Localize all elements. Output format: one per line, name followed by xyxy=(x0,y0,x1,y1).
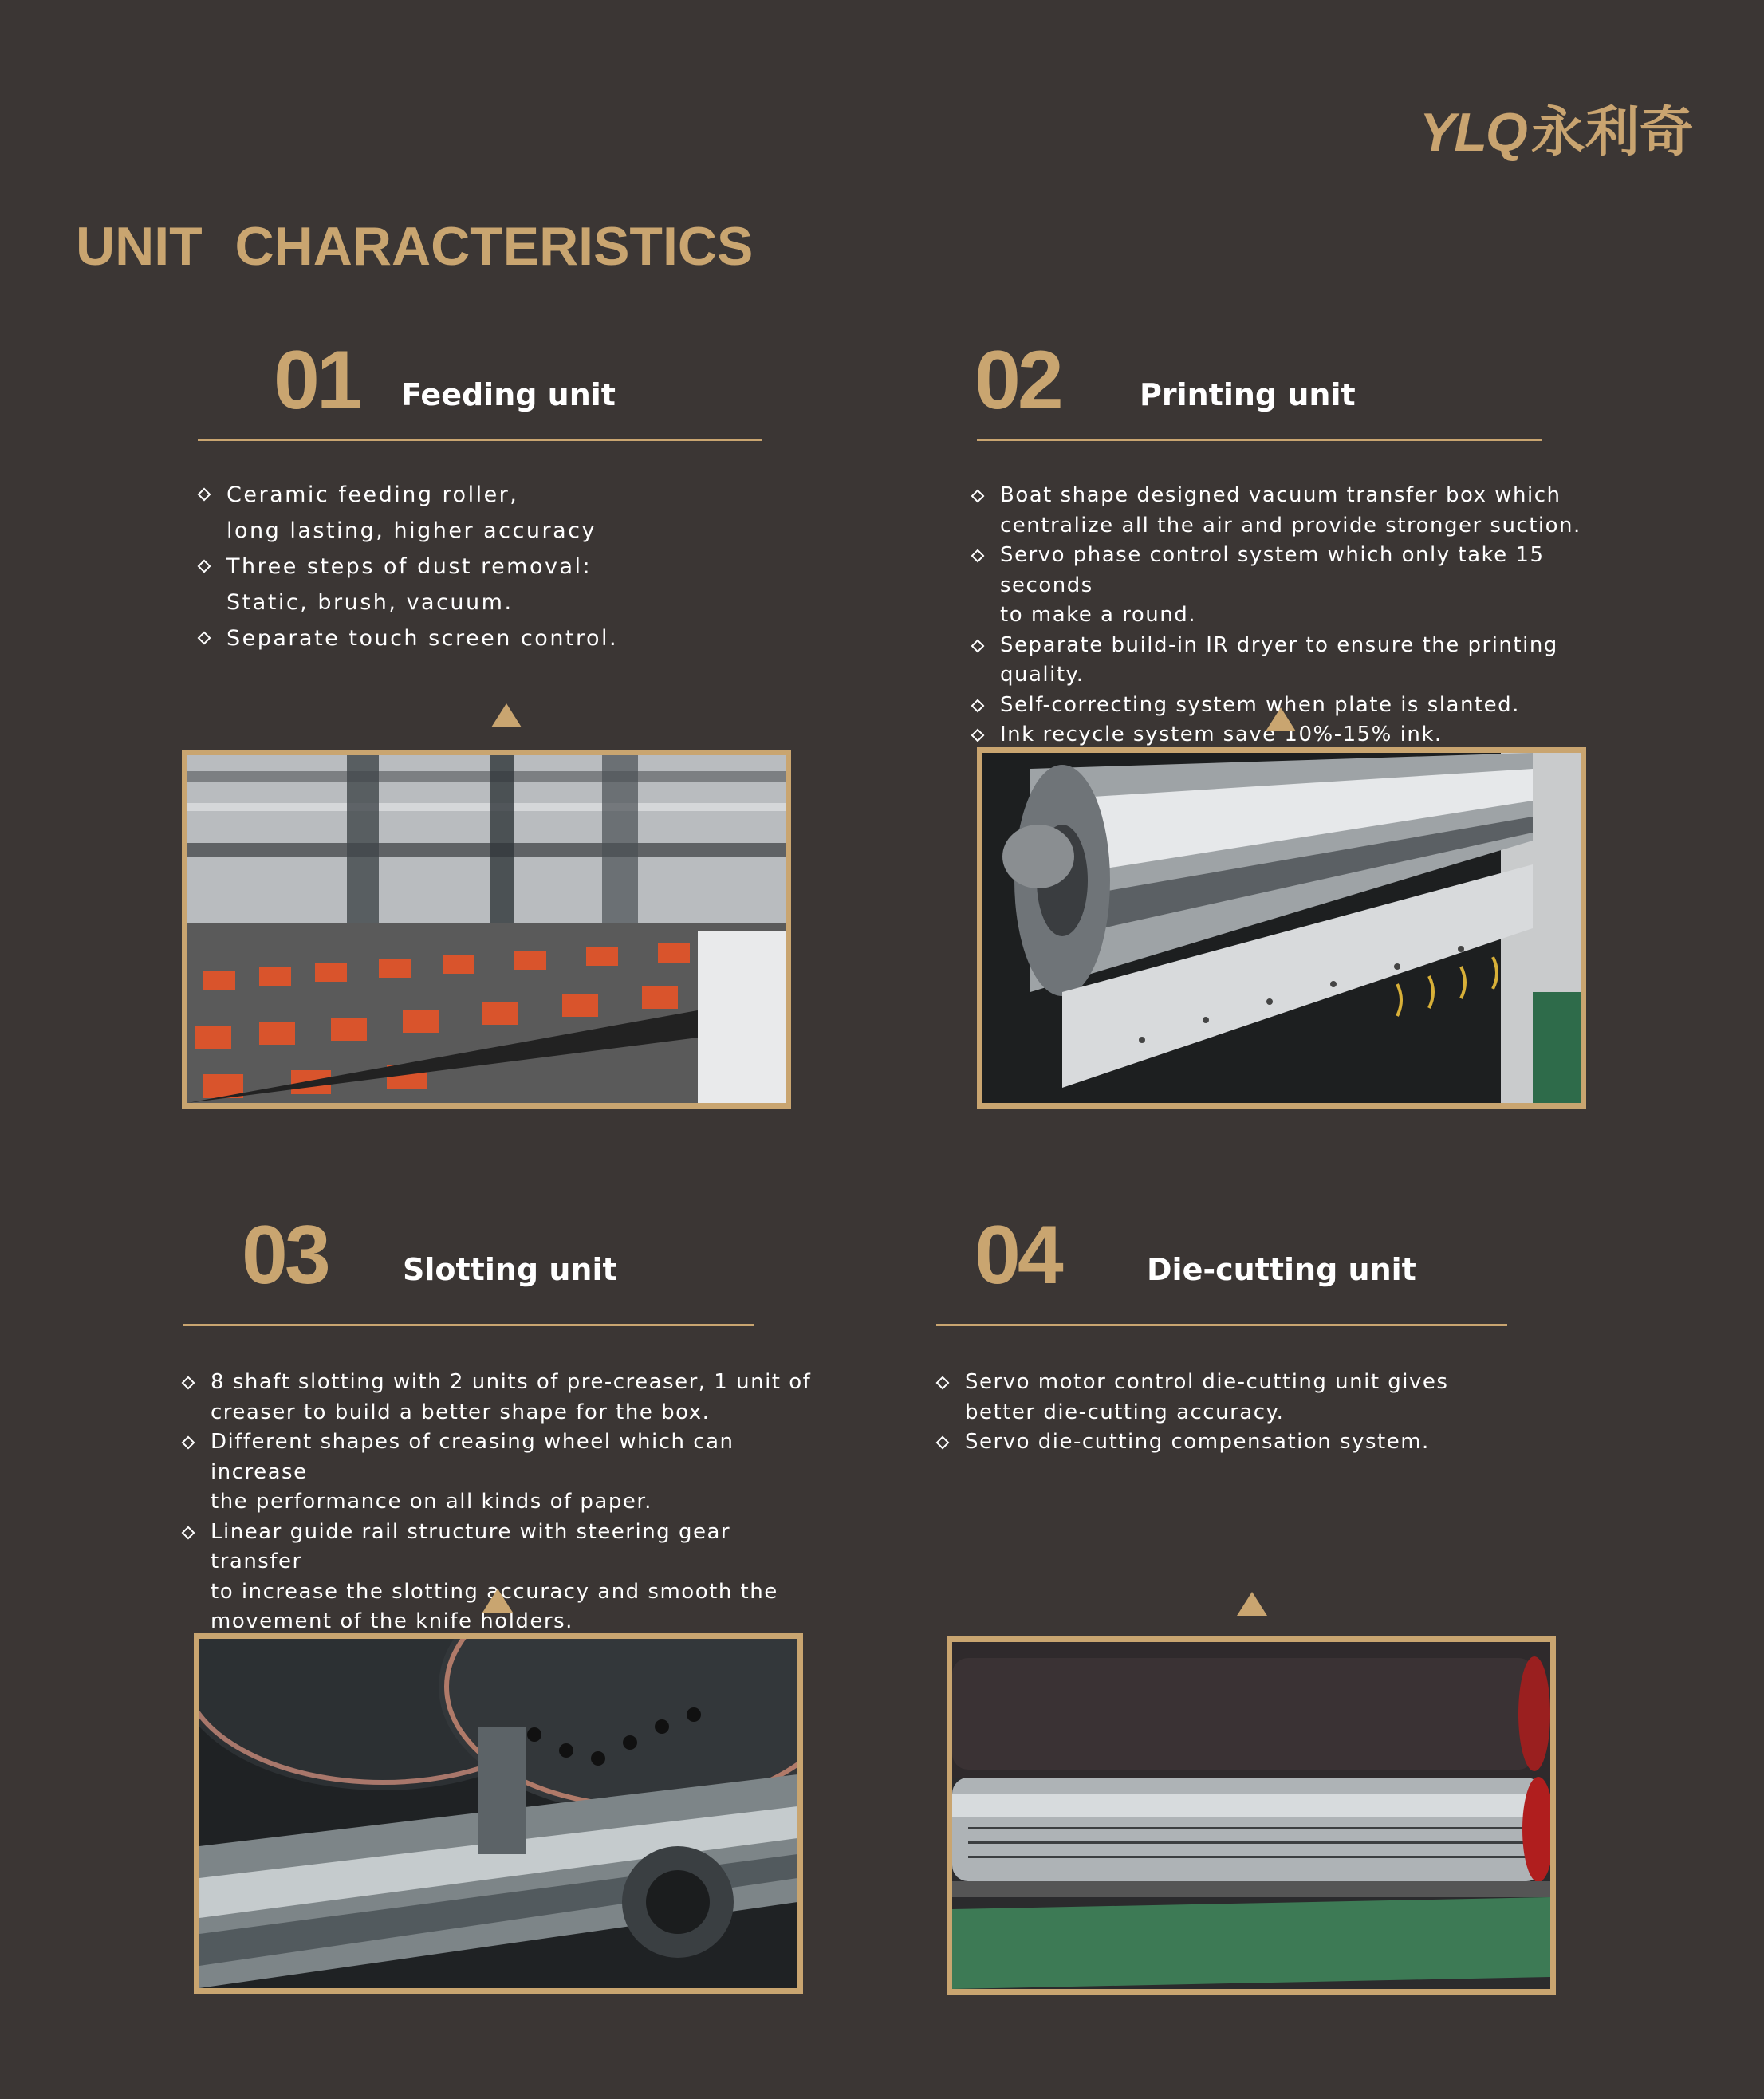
section-title-slotting: Slotting unit xyxy=(403,1252,617,1287)
list-item: Self-correcting system when plate is slanted. xyxy=(971,691,1609,721)
triangle-pointer-icon xyxy=(1237,1592,1267,1616)
list-item: Separate touch screen control. xyxy=(198,620,756,656)
section-number-04: 04 xyxy=(975,1209,1061,1302)
section-rule-03 xyxy=(183,1324,754,1326)
list-item: Ceramic feeding roller, long lasting, higher accuracy xyxy=(198,477,756,549)
list-item: Linear guide rail structure with steering gear transfer to increase the slotting accuracy and smooth the movement of the knife holders. xyxy=(182,1518,820,1637)
section-number-01: 01 xyxy=(274,334,360,427)
list-item: Servo motor control die-cutting unit gives better die-cutting accuracy. xyxy=(936,1368,1574,1428)
printing-unit-photo xyxy=(977,747,1586,1109)
brand-logo-latin: YLQ xyxy=(1419,102,1526,163)
list-item: Separate build-in IR dryer to ensure the printing quality. xyxy=(971,631,1609,691)
list-item: Different shapes of creasing wheel which can increase the performance on all kinds of paper. xyxy=(182,1428,820,1518)
feature-list-die-cutting xyxy=(936,1368,1574,1458)
section-number-03: 03 xyxy=(242,1209,328,1302)
section-title-die-cutting: Die-cutting unit xyxy=(1147,1252,1416,1287)
section-title-feeding: Feeding unit xyxy=(401,377,616,412)
section-rule-02 xyxy=(977,439,1542,441)
list-item: Boat shape designed vacuum transfer box which centralize all the air and provide stronger suction. xyxy=(971,481,1609,541)
list-item: Three steps of dust removal: Static, brush, vacuum. xyxy=(198,549,756,620)
page-title: UNIT CHARACTERISTICS xyxy=(76,216,754,277)
section-rule-01 xyxy=(198,439,762,441)
feature-list-feeding xyxy=(198,477,756,656)
slotting-unit-photo xyxy=(194,1633,803,1994)
section-rule-04 xyxy=(936,1324,1507,1326)
section-number-02: 02 xyxy=(975,334,1061,427)
section-title-printing: Printing unit xyxy=(1140,377,1356,412)
feeding-unit-photo xyxy=(182,750,791,1109)
list-item: 8 shaft slotting with 2 units of pre-creaser, 1 unit of creaser to build a better shape for the box. xyxy=(182,1368,820,1428)
triangle-pointer-icon xyxy=(482,1589,513,1613)
list-item: Servo die-cutting compensation system. xyxy=(936,1428,1574,1458)
triangle-pointer-icon xyxy=(491,703,522,727)
brand-logo-chinese: 永利奇 xyxy=(1530,102,1694,163)
die-cutting-unit-photo xyxy=(947,1636,1556,1995)
list-item: Ink recycle system save 10%-15% ink. xyxy=(971,720,1609,750)
brand-logo xyxy=(1419,89,1694,167)
triangle-pointer-icon xyxy=(1266,707,1296,731)
list-item: Servo phase control system which only take 15 seconds to make a round. xyxy=(971,541,1609,631)
